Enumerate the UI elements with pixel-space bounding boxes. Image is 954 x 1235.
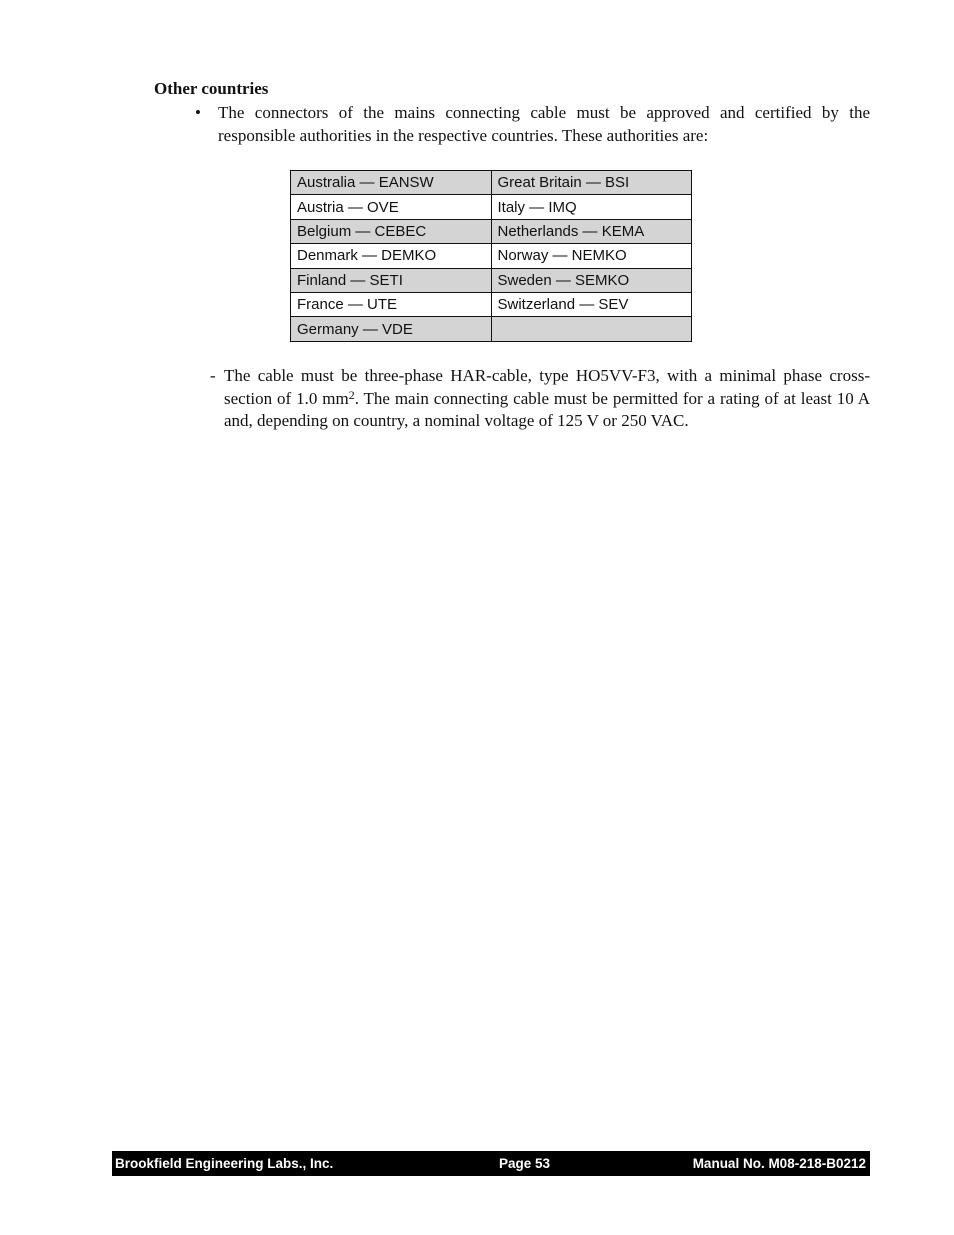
authorities-table [290,170,692,342]
table-cell: Netherlands — KEMA [491,219,692,243]
table-cell: Sweden — SEMKO [491,268,692,292]
bullet-text: The connectors of the mains connecting cable must be approved and certified by the responsible authorities in the respective countries. These authorities are: [218,103,870,145]
table-cell: Germany — VDE [291,317,492,341]
table-cell: Norway — NEMKO [491,244,692,268]
bullet-paragraph [195,101,870,147]
table-cell: Belgium — CEBEC [291,219,492,243]
superscript-squared: 2 [348,387,355,402]
footer-manual-number: Manual No. M08-218-B0212 [692,1156,866,1171]
table-cell: France — UTE [291,292,492,316]
cable-note-paragraph [210,365,870,433]
table-cell: Austria — OVE [291,195,492,219]
table-row [291,268,692,292]
table-row [291,244,692,268]
table-cell: Great Britain — BSI [491,171,692,195]
footer-page-number: Page 53 [499,1156,551,1171]
table-cell: Australia — EANSW [291,171,492,195]
table-row [291,292,692,316]
table-cell: Switzerland — SEV [491,292,692,316]
table-row [291,171,692,195]
bullet-mark: • [195,103,201,122]
cable-note-text [224,365,870,433]
section-heading: Other countries [154,79,269,98]
table-row [291,317,692,341]
page-footer [112,1151,870,1176]
cable-note-text-after: . The main connecting cable must be permitted for a rating of at least 10 A and, depending on country, a nominal voltage of 125 V or 250 VAC. [224,388,871,430]
cable-note-text-before: The cable must be three-phase HAR-cable, type HO5VV-F3, with a minimal phase cross-section of 1.0 mm [224,366,870,408]
table-cell: Denmark — DEMKO [291,244,492,268]
table-row [291,195,692,219]
table-cell: Italy — IMQ [491,195,692,219]
table-row [291,219,692,243]
table-cell: Finland — SETI [291,268,492,292]
footer-company: Brookfield Engineering Labs., Inc. [115,1156,334,1171]
table-cell-empty [491,317,692,341]
dash-mark: - [210,366,216,385]
